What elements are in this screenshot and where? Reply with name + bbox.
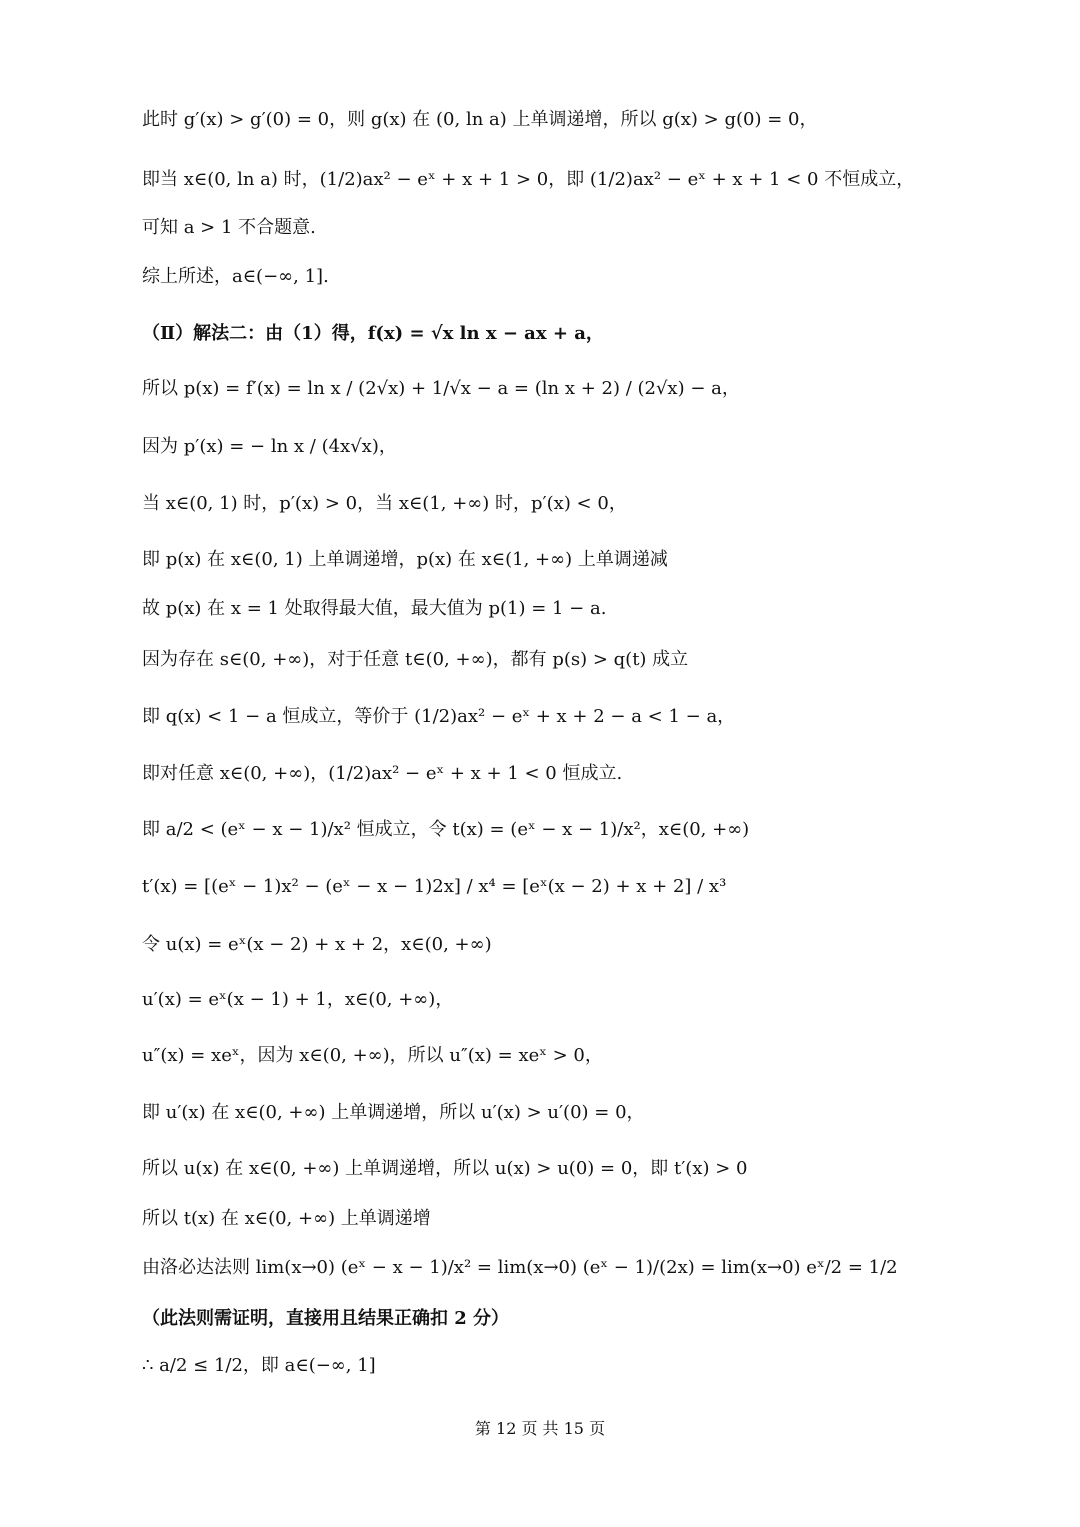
text-line: 即对任意 x∈(0, +∞)，(1/2)ax² − eˣ + x + 1 < 0 恒成立.: [142, 763, 623, 784]
text-line: 即 q(x) < 1 − a 恒成立，等价于 (1/2)ax² − eˣ + x + 2 − a < 1 − a，: [142, 706, 736, 727]
text-line: 所以 t(x) 在 x∈(0, +∞) 上单调递增: [142, 1208, 431, 1229]
text-line: u′(x) = eˣ(x − 1) + 1，x∈(0, +∞)，: [142, 989, 454, 1010]
text-line: ∴ a/2 ≤ 1/2，即 a∈(−∞, 1]: [142, 1355, 376, 1376]
text-line: 故 p(x) 在 x = 1 处取得最大值，最大值为 p(1) = 1 − a.: [142, 598, 607, 619]
page-footer: 第 12 页 共 15 页: [474, 1419, 606, 1438]
text-line: 因为存在 s∈(0, +∞)，对于任意 t∈(0, +∞)，都有 p(s) > q(t) 成立: [142, 649, 689, 670]
text-line: 可知 a > 1 不合题意.: [142, 217, 316, 238]
text-line: 即 u′(x) 在 x∈(0, +∞) 上单调递增，所以 u′(x) > u′(0) = 0，: [142, 1102, 645, 1123]
text-line: 当 x∈(0, 1) 时，p′(x) > 0，当 x∈(1, +∞) 时，p′(x) < 0，: [142, 493, 627, 514]
text-line: 所以 p(x) = f′(x) = ln x / (2√x) + 1/√x − a = (ln x + 2) / (2√x) − a，: [142, 378, 740, 399]
text-line: u″(x) = xeˣ，因为 x∈(0, +∞)，所以 u″(x) = xeˣ > 0，: [142, 1045, 603, 1066]
text-line: 因为 p′(x) = − ln x / (4x√x)，: [142, 436, 397, 457]
section-heading: （Ⅱ）解法二：由（1）得，f(x) = √x ln x − ax + a，: [142, 323, 604, 344]
text-line: 所以 u(x) 在 x∈(0, +∞) 上单调递增，所以 u(x) > u(0) = 0，即 t′(x) > 0: [142, 1158, 748, 1179]
text-line: 此时 g′(x) > g′(0) = 0，则 g(x) 在 (0, ln a) 上单调递增，所以 g(x) > g(0) = 0，: [142, 109, 818, 130]
text-line: 由洛必达法则 lim(x→0) (eˣ − x − 1)/x² = lim(x→0) (eˣ − 1)/(2x) = lim(x→0) eˣ/2 = 1/2: [142, 1257, 898, 1278]
text-line: 综上所述，a∈(−∞, 1].: [142, 266, 329, 287]
text-line: 即当 x∈(0, ln a) 时，(1/2)ax² − eˣ + x + 1 > 0，即 (1/2)ax² − eˣ + x + 1 < 0 不恒成立，: [142, 169, 915, 190]
grading-note: （此法则需证明，直接用且结果正确扣 2 分）: [142, 1308, 510, 1329]
text-line: 令 u(x) = eˣ(x − 2) + x + 2，x∈(0, +∞): [142, 934, 492, 955]
text-line: 即 a/2 < (eˣ − x − 1)/x² 恒成立，令 t(x) = (eˣ − x − 1)/x²，x∈(0, +∞): [142, 819, 750, 840]
text-line: 即 p(x) 在 x∈(0, 1) 上单调递增，p(x) 在 x∈(1, +∞) 上单调递减: [142, 549, 668, 570]
text-line: t′(x) = [(eˣ − 1)x² − (eˣ − x − 1)2x] / x⁴ = [eˣ(x − 2) + x + 2] / x³: [142, 876, 727, 897]
